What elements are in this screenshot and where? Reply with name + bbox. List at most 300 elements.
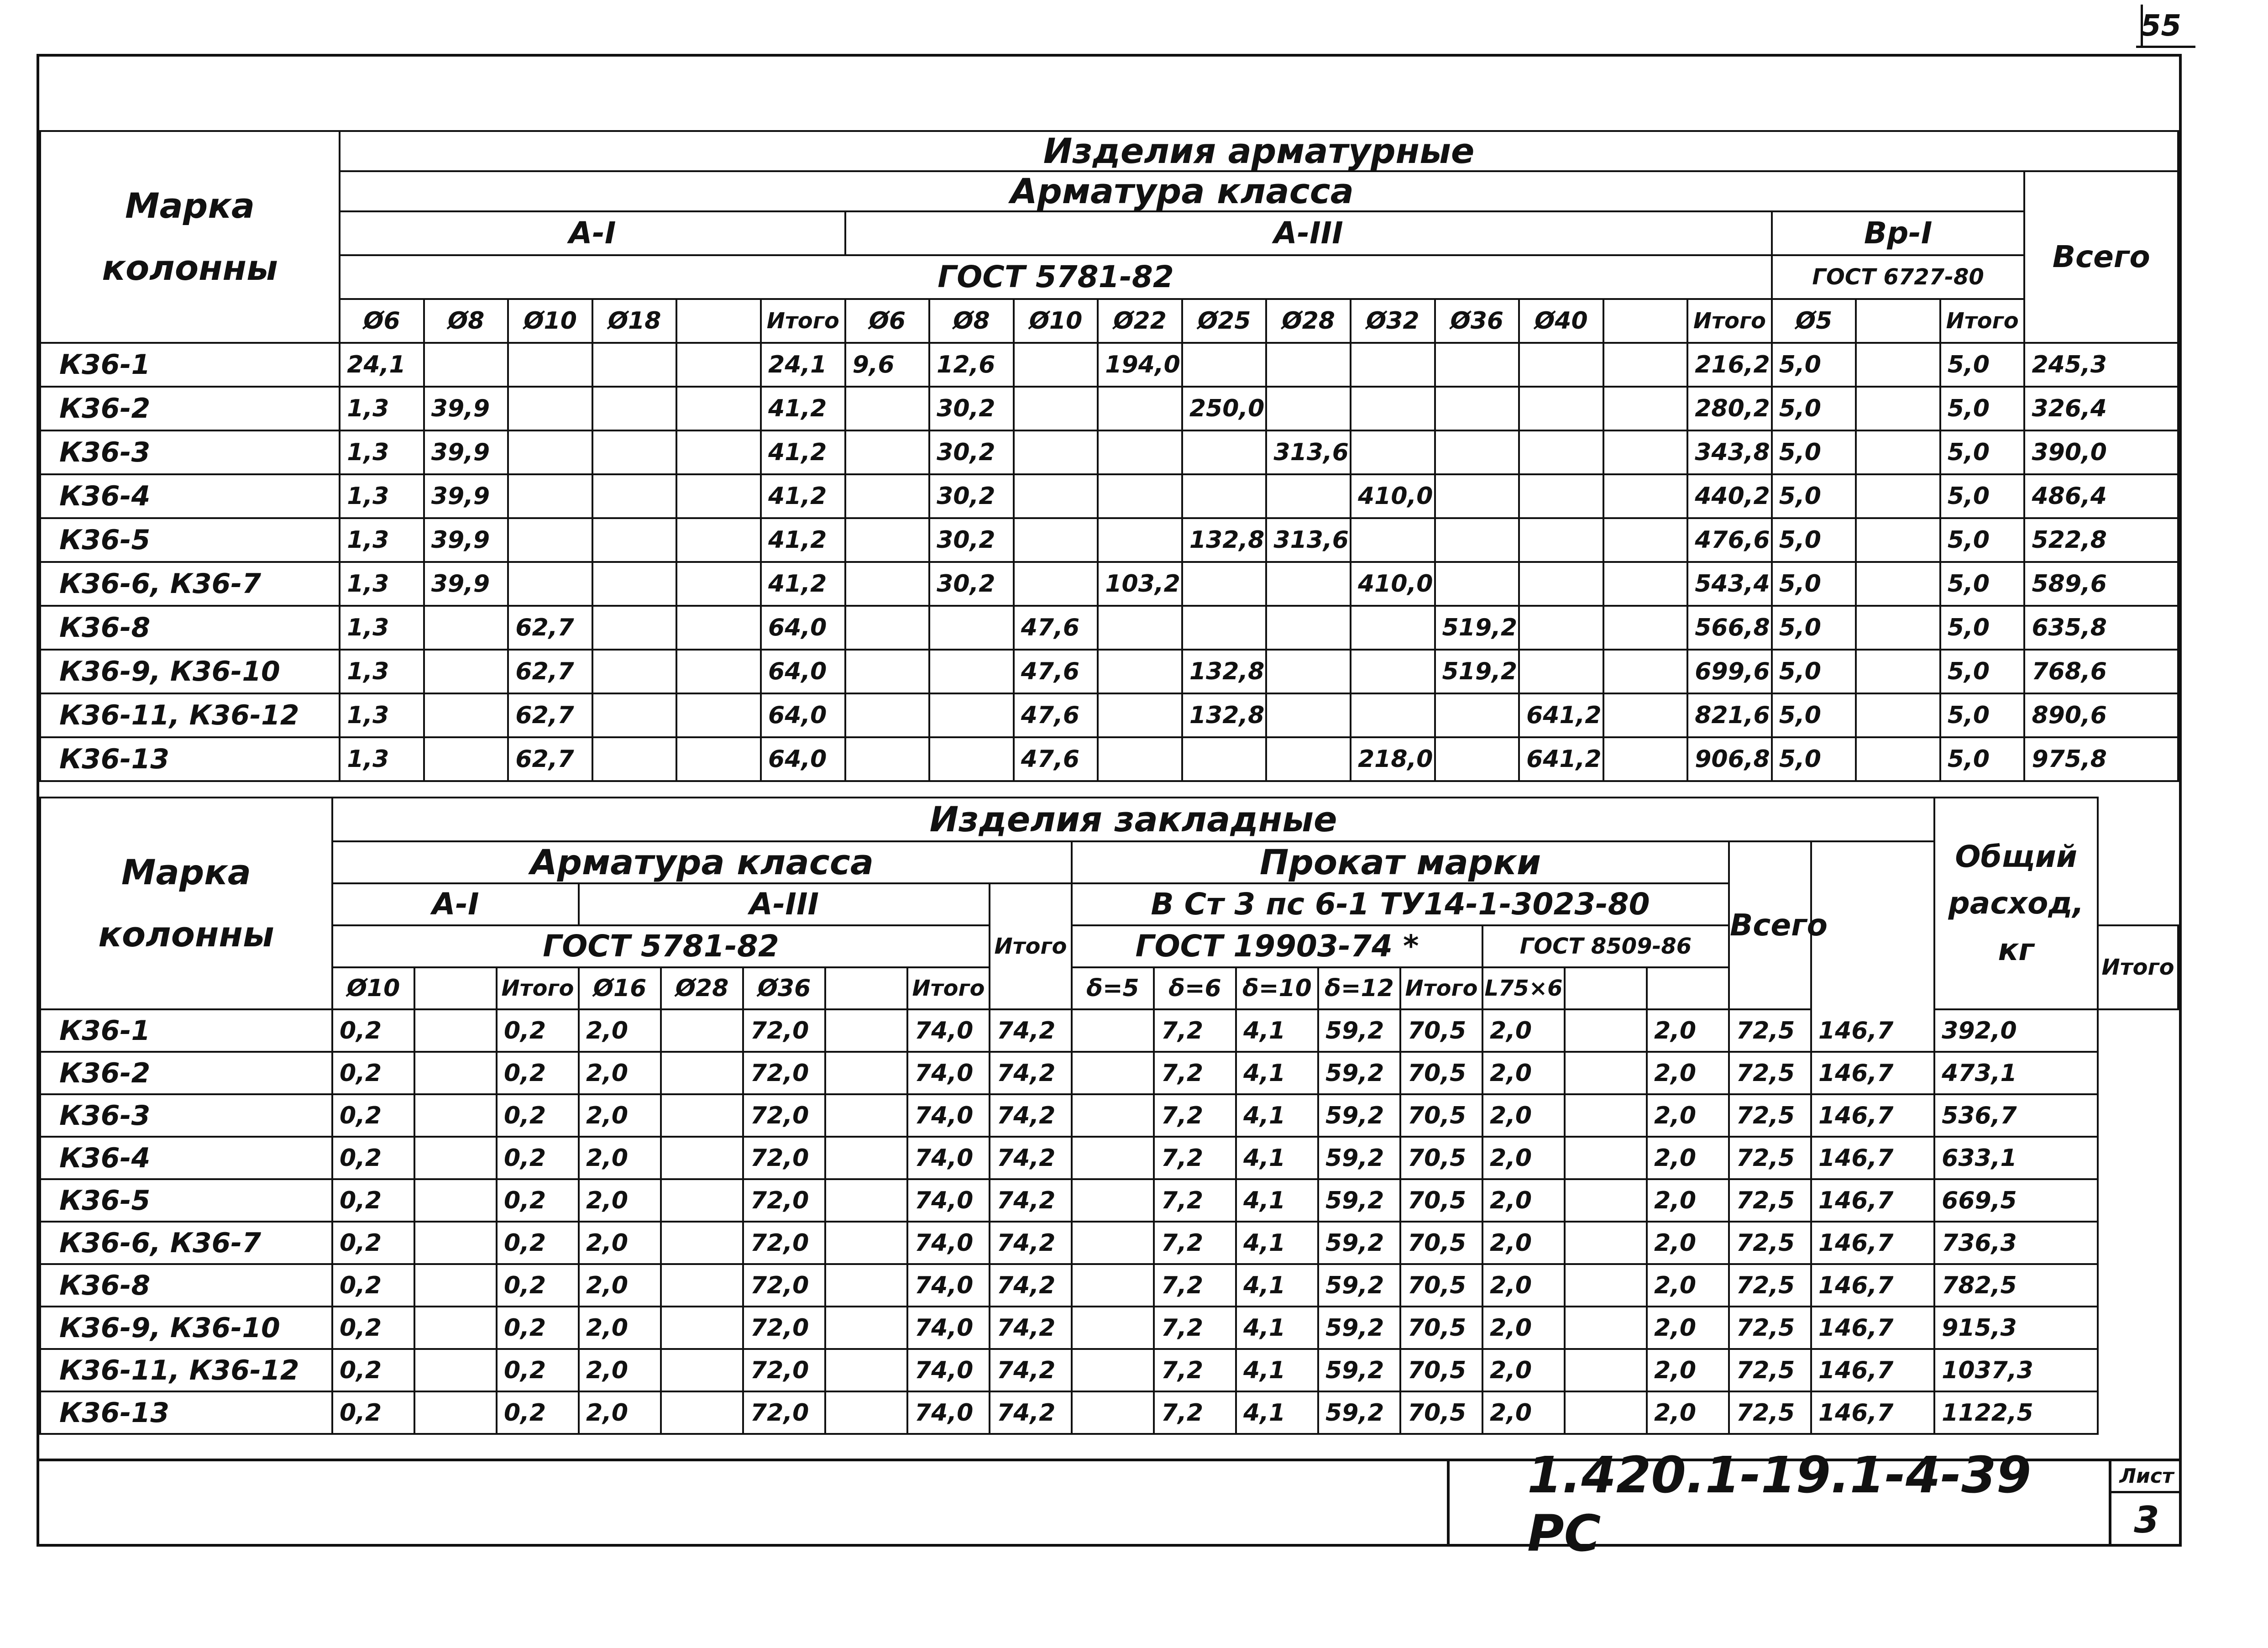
cell-value: 74,2	[990, 1264, 1072, 1307]
cell-value: 103,2	[1098, 562, 1182, 606]
cell-value	[592, 343, 677, 387]
cell-value: 476,6	[1687, 518, 1772, 562]
column-header: Ø36	[743, 967, 825, 1009]
cell-value: 72,5	[1729, 1179, 1811, 1222]
cell-value	[661, 1052, 743, 1094]
cell-value	[1603, 518, 1688, 562]
column-header: δ=5	[1072, 967, 1154, 1009]
column-header: Ø6	[845, 299, 930, 343]
mark-header-line2: колонны	[102, 247, 278, 288]
column-header: Ø28	[661, 967, 743, 1009]
embedded-itogo-a: Итого	[990, 883, 1072, 1009]
row-mark: К36-8	[40, 1264, 332, 1307]
cell-value: 74,2	[990, 1179, 1072, 1222]
cell-value	[592, 606, 677, 650]
cell-value: 5,0	[1940, 737, 2025, 781]
reinforcement-subtitle: Арматура класса	[340, 171, 2024, 211]
gost-19903: ГОСТ 19903-74 *	[1072, 925, 1482, 967]
cell-value	[414, 1349, 497, 1391]
cell-value: 59,2	[1318, 1264, 1400, 1307]
cell-value	[424, 650, 508, 693]
cell-value: 64,0	[761, 606, 845, 650]
cell-value: 72,5	[1729, 1264, 1811, 1307]
cell-value	[825, 1179, 907, 1222]
cell-value: 146,7	[1811, 1179, 1934, 1222]
row-total: 392,0	[1934, 1009, 2098, 1052]
column-header: Итого	[761, 299, 845, 343]
cell-value: 519,2	[1435, 650, 1519, 693]
column-header: Итого	[497, 967, 579, 1009]
cell-value: 7,2	[1154, 1391, 1236, 1434]
column-header: δ=10	[1236, 967, 1318, 1009]
cell-value: 5,0	[1772, 562, 1856, 606]
cell-value: 2,0	[1647, 1222, 1729, 1264]
column-header: Ø8	[424, 299, 508, 343]
cell-value: 132,8	[1182, 518, 1267, 562]
cell-value: 41,2	[761, 518, 845, 562]
cell-value: 2,0	[579, 1009, 661, 1052]
cell-value: 74,2	[990, 1009, 1072, 1052]
cell-value: 2,0	[1482, 1009, 1565, 1052]
cell-value	[1603, 562, 1688, 606]
row-mark: К36-3	[40, 1094, 332, 1137]
cell-value: 0,2	[497, 1264, 579, 1307]
cell-value	[1072, 1179, 1154, 1222]
cell-value	[1856, 518, 1940, 562]
cell-value	[592, 562, 677, 606]
cell-value	[825, 1349, 907, 1391]
row-mark: К36-2	[40, 387, 340, 430]
cell-value: 5,0	[1940, 562, 2025, 606]
cell-value: 62,7	[508, 693, 592, 737]
cell-value	[1266, 693, 1351, 737]
cell-value: 74,0	[907, 1094, 990, 1137]
column-header: Ø22	[1098, 299, 1182, 343]
table-row	[40, 1391, 2178, 1434]
table-row	[40, 1009, 2178, 1052]
cell-value	[1014, 387, 1098, 430]
embedded-title: Изделия закладные	[332, 798, 1934, 841]
row-total: 915,3	[1934, 1307, 2098, 1349]
cell-value	[592, 430, 677, 474]
cell-value	[1565, 1009, 1647, 1052]
cell-value	[1014, 430, 1098, 474]
column-header: Ø16	[579, 967, 661, 1009]
cell-value: 62,7	[508, 606, 592, 650]
embedded-itogo-b: Итого	[2098, 925, 2178, 1009]
cell-value	[1519, 518, 1603, 562]
cell-value: 47,6	[1014, 693, 1098, 737]
gost-5781: ГОСТ 5781-82	[340, 255, 1772, 299]
cell-value: 5,0	[1940, 650, 2025, 693]
row-mark: К36-13	[40, 1391, 332, 1434]
cell-value: 1,3	[340, 562, 424, 606]
column-header: Ø18	[592, 299, 677, 343]
cell-value: 1,3	[340, 737, 424, 781]
cell-value: 0,2	[332, 1009, 414, 1052]
cell-value	[424, 343, 508, 387]
cell-value: 59,2	[1318, 1349, 1400, 1391]
cell-value: 39,9	[424, 430, 508, 474]
cell-value: 2,0	[1647, 1264, 1729, 1307]
cell-value: 59,2	[1318, 1179, 1400, 1222]
bottom-strip	[39, 1459, 1447, 1547]
cell-value: 70,5	[1400, 1179, 1482, 1222]
cell-value	[845, 650, 930, 693]
page-number-rule	[2136, 46, 2195, 48]
column-header: Ø5	[1772, 299, 1856, 343]
cell-value	[1435, 474, 1519, 518]
cell-value	[1072, 1009, 1154, 1052]
cell-value	[414, 1179, 497, 1222]
cell-value: 74,0	[907, 1137, 990, 1179]
cell-value	[1182, 474, 1267, 518]
cell-value	[845, 737, 930, 781]
cell-value: 72,0	[743, 1349, 825, 1391]
cell-value: 2,0	[1482, 1391, 1565, 1434]
sheet-label: Лист	[2111, 1461, 2182, 1493]
cell-value: 7,2	[1154, 1009, 1236, 1052]
cell-value	[661, 1137, 743, 1179]
cell-value: 72,5	[1729, 1391, 1811, 1434]
cell-value	[1014, 562, 1098, 606]
cell-value: 906,8	[1687, 737, 1772, 781]
cell-value	[1098, 430, 1182, 474]
cell-value	[825, 1009, 907, 1052]
column-header	[1565, 967, 1647, 1009]
cell-value: 410,0	[1351, 474, 1435, 518]
row-total: 736,3	[1934, 1222, 2098, 1264]
cell-value: 0,2	[332, 1094, 414, 1137]
cell-value: 30,2	[929, 518, 1014, 562]
cell-value	[825, 1094, 907, 1137]
column-header: Итого	[1940, 299, 2025, 343]
cell-value	[1856, 650, 1940, 693]
cell-value: 519,2	[1435, 606, 1519, 650]
cell-value: 7,2	[1154, 1179, 1236, 1222]
cell-value	[1856, 693, 1940, 737]
cell-value: 1,3	[340, 518, 424, 562]
reinforcement-total-header: Всего	[2024, 171, 2178, 343]
table-row	[40, 387, 2178, 430]
cell-value: 7,2	[1154, 1349, 1236, 1391]
cell-value: 30,2	[929, 474, 1014, 518]
cell-value: 47,6	[1014, 737, 1098, 781]
cell-value	[414, 1009, 497, 1052]
cell-value: 2,0	[1647, 1307, 1729, 1349]
cell-value	[1435, 343, 1519, 387]
cell-value: 0,2	[497, 1222, 579, 1264]
table-row	[40, 430, 2178, 474]
cell-value	[1519, 562, 1603, 606]
cell-value: 1,3	[340, 430, 424, 474]
cell-value: 30,2	[929, 430, 1014, 474]
table-row	[40, 1264, 2178, 1307]
cell-value	[1351, 387, 1435, 430]
cell-value	[676, 606, 761, 650]
cell-value: 5,0	[1940, 518, 2025, 562]
cell-value: 0,2	[332, 1307, 414, 1349]
cell-value: 9,6	[845, 343, 930, 387]
mark-header-line1: Марка	[125, 185, 255, 226]
cell-value: 5,0	[1772, 474, 1856, 518]
cell-value: 72,5	[1729, 1349, 1811, 1391]
row-mark: К36-5	[40, 518, 340, 562]
cell-value: 146,7	[1811, 1137, 1934, 1179]
table-row	[40, 518, 2178, 562]
column-header: Ø10	[1014, 299, 1098, 343]
column-header: Ø25	[1182, 299, 1267, 343]
cell-value: 59,2	[1318, 1137, 1400, 1179]
cell-value: 72,5	[1729, 1052, 1811, 1094]
cell-value: 72,0	[743, 1094, 825, 1137]
cell-value	[825, 1264, 907, 1307]
cell-value	[1266, 474, 1351, 518]
cell-value: 74,0	[907, 1264, 990, 1307]
grand-total-line1: Общий	[1955, 839, 2077, 874]
cell-value	[1565, 1264, 1647, 1307]
cell-value: 2,0	[1647, 1094, 1729, 1137]
cell-value: 2,0	[1482, 1349, 1565, 1391]
cell-value: 70,5	[1400, 1009, 1482, 1052]
cell-value: 59,2	[1318, 1307, 1400, 1349]
cell-value	[1603, 430, 1688, 474]
cell-value: 0,2	[497, 1009, 579, 1052]
column-header: Ø6	[340, 299, 424, 343]
row-mark: К36-3	[40, 430, 340, 474]
table-row	[40, 606, 2178, 650]
cell-value: 74,2	[990, 1137, 1072, 1179]
cell-value	[1603, 606, 1688, 650]
row-total: 536,7	[1934, 1094, 2098, 1137]
cell-value: 2,0	[1482, 1264, 1565, 1307]
table-row	[40, 474, 2178, 518]
cell-value	[1603, 693, 1688, 737]
cell-value: 0,2	[497, 1094, 579, 1137]
cell-value	[508, 562, 592, 606]
table-row	[40, 1222, 2178, 1264]
cell-value	[1182, 430, 1267, 474]
table-row	[40, 1307, 2178, 1349]
cell-value: 4,1	[1236, 1307, 1318, 1349]
cell-value: 64,0	[761, 650, 845, 693]
cell-value: 641,2	[1519, 693, 1603, 737]
sheet-box	[2109, 1459, 2182, 1547]
cell-value	[845, 518, 930, 562]
cell-value: 72,5	[1729, 1094, 1811, 1137]
cell-value: 72,5	[1729, 1137, 1811, 1179]
row-total: 1122,5	[1934, 1391, 2098, 1434]
cell-value	[414, 1264, 497, 1307]
cell-value: 5,0	[1772, 518, 1856, 562]
cell-value: 0,2	[497, 1349, 579, 1391]
cell-value: 5,0	[1772, 430, 1856, 474]
cell-value	[1856, 430, 1940, 474]
cell-value: 5,0	[1772, 693, 1856, 737]
cell-value: 1,3	[340, 693, 424, 737]
cell-value: 146,7	[1811, 1222, 1934, 1264]
column-header: Ø32	[1351, 299, 1435, 343]
column-header: Итого	[1687, 299, 1772, 343]
cell-value	[414, 1307, 497, 1349]
cell-value: 74,2	[990, 1349, 1072, 1391]
row-total: 589,6	[2024, 562, 2178, 606]
cell-value	[1856, 387, 1940, 430]
cell-value: 64,0	[761, 737, 845, 781]
cell-value: 41,2	[761, 562, 845, 606]
embedded-mark-header-line2: колонны	[98, 914, 274, 955]
cell-value	[1565, 1307, 1647, 1349]
reinforcement-table	[39, 130, 2179, 782]
cell-value	[1182, 737, 1267, 781]
cell-value: 41,2	[761, 387, 845, 430]
row-total: 473,1	[1934, 1052, 2098, 1094]
cell-value: 74,0	[907, 1179, 990, 1222]
cell-value	[1266, 737, 1351, 781]
table-row	[40, 1349, 2178, 1391]
cell-value: 47,6	[1014, 606, 1098, 650]
cell-value	[676, 387, 761, 430]
row-mark: К36-2	[40, 1052, 332, 1094]
cell-value: 2,0	[1647, 1179, 1729, 1222]
cell-value	[929, 693, 1014, 737]
cell-value	[1072, 1391, 1154, 1434]
cell-value: 0,2	[497, 1137, 579, 1179]
cell-value: 2,0	[1647, 1349, 1729, 1391]
embedded-group-a1: А-I	[332, 883, 579, 925]
cell-value	[592, 387, 677, 430]
cell-value	[508, 387, 592, 430]
cell-value	[1435, 562, 1519, 606]
cell-value: 440,2	[1687, 474, 1772, 518]
cell-value	[1565, 1052, 1647, 1094]
cell-value	[1182, 606, 1267, 650]
cell-value	[1098, 387, 1182, 430]
cell-value: 218,0	[1351, 737, 1435, 781]
cell-value: 59,2	[1318, 1009, 1400, 1052]
cell-value	[676, 650, 761, 693]
cell-value	[1098, 650, 1182, 693]
cell-value: 146,7	[1811, 1009, 1934, 1052]
cell-value: 2,0	[579, 1179, 661, 1222]
cell-value	[592, 474, 677, 518]
row-mark: К36-1	[40, 1009, 332, 1052]
cell-value: 7,2	[1154, 1137, 1236, 1179]
cell-value	[1856, 474, 1940, 518]
cell-value	[845, 562, 930, 606]
cell-value: 313,6	[1266, 430, 1351, 474]
cell-value	[414, 1052, 497, 1094]
cell-value: 59,2	[1318, 1391, 1400, 1434]
row-mark: К36-4	[40, 474, 340, 518]
row-total: 326,4	[2024, 387, 2178, 430]
cell-value	[1014, 474, 1098, 518]
cell-value	[825, 1391, 907, 1434]
cell-value	[1519, 387, 1603, 430]
embedded-mark-header	[40, 798, 332, 1009]
cell-value	[1565, 1349, 1647, 1391]
cell-value: 72,0	[743, 1264, 825, 1307]
cell-value: 7,2	[1154, 1094, 1236, 1137]
cell-value	[661, 1349, 743, 1391]
cell-value	[825, 1052, 907, 1094]
row-total: 669,5	[1934, 1179, 2098, 1222]
cell-value	[1098, 737, 1182, 781]
cell-value: 24,1	[761, 343, 845, 387]
column-header: δ=12	[1318, 967, 1400, 1009]
cell-value: 5,0	[1940, 430, 2025, 474]
group-a3: А-III	[845, 211, 1772, 255]
embedded-subtitle-b: Прокат марки	[1072, 841, 1729, 883]
column-header	[825, 967, 907, 1009]
cell-value	[1072, 1137, 1154, 1179]
row-total: 522,8	[2024, 518, 2178, 562]
cell-value: 146,7	[1811, 1349, 1934, 1391]
cell-value: 343,8	[1687, 430, 1772, 474]
cell-value: 2,0	[1647, 1391, 1729, 1434]
row-total: 633,1	[1934, 1137, 2098, 1179]
gost-8509: ГОСТ 8509-86	[1482, 925, 1729, 967]
cell-value: 7,2	[1154, 1052, 1236, 1094]
column-header: Ø10	[332, 967, 414, 1009]
cell-value	[592, 693, 677, 737]
cell-value	[676, 430, 761, 474]
cell-value: 4,1	[1236, 1264, 1318, 1307]
cell-value: 0,2	[332, 1391, 414, 1434]
cell-value: 146,7	[1811, 1307, 1934, 1349]
cell-value: 5,0	[1772, 606, 1856, 650]
cell-value	[1565, 1179, 1647, 1222]
cell-value: 1,3	[340, 606, 424, 650]
cell-value: 72,0	[743, 1052, 825, 1094]
cell-value	[414, 1222, 497, 1264]
table-row	[40, 650, 2178, 693]
column-header: L75×6	[1482, 967, 1565, 1009]
cell-value	[1435, 518, 1519, 562]
cell-value: 0,2	[332, 1052, 414, 1094]
cell-value: 5,0	[1772, 650, 1856, 693]
cell-value	[1856, 606, 1940, 650]
embedded-mark-header-line1: Марка	[121, 852, 251, 892]
cell-value: 1,3	[340, 387, 424, 430]
cell-value: 74,2	[990, 1052, 1072, 1094]
cell-value	[1266, 387, 1351, 430]
cell-value: 5,0	[1940, 474, 2025, 518]
cell-value	[845, 387, 930, 430]
cell-value: 4,1	[1236, 1391, 1318, 1434]
column-header: Ø36	[1435, 299, 1519, 343]
cell-value	[1351, 430, 1435, 474]
document-code-box	[1447, 1445, 2109, 1563]
cell-value: 0,2	[332, 1349, 414, 1391]
column-header: Ø40	[1519, 299, 1603, 343]
cell-value: 1,3	[340, 650, 424, 693]
cell-value: 72,5	[1729, 1307, 1811, 1349]
reinforcement-title: Изделия арматурные	[340, 131, 2178, 171]
embedded-group-a3: А-III	[579, 883, 990, 925]
row-mark: К36-6, К36-7	[40, 1222, 332, 1264]
cell-value: 4,1	[1236, 1349, 1318, 1391]
cell-value	[1519, 343, 1603, 387]
cell-value: 194,0	[1098, 343, 1182, 387]
cell-value: 70,5	[1400, 1222, 1482, 1264]
row-total: 975,8	[2024, 737, 2178, 781]
cell-value	[1435, 430, 1519, 474]
embedded-vsego-header: Всего	[1729, 841, 1811, 1009]
cell-value	[1603, 737, 1688, 781]
cell-value: 64,0	[761, 693, 845, 737]
cell-value	[1603, 343, 1688, 387]
